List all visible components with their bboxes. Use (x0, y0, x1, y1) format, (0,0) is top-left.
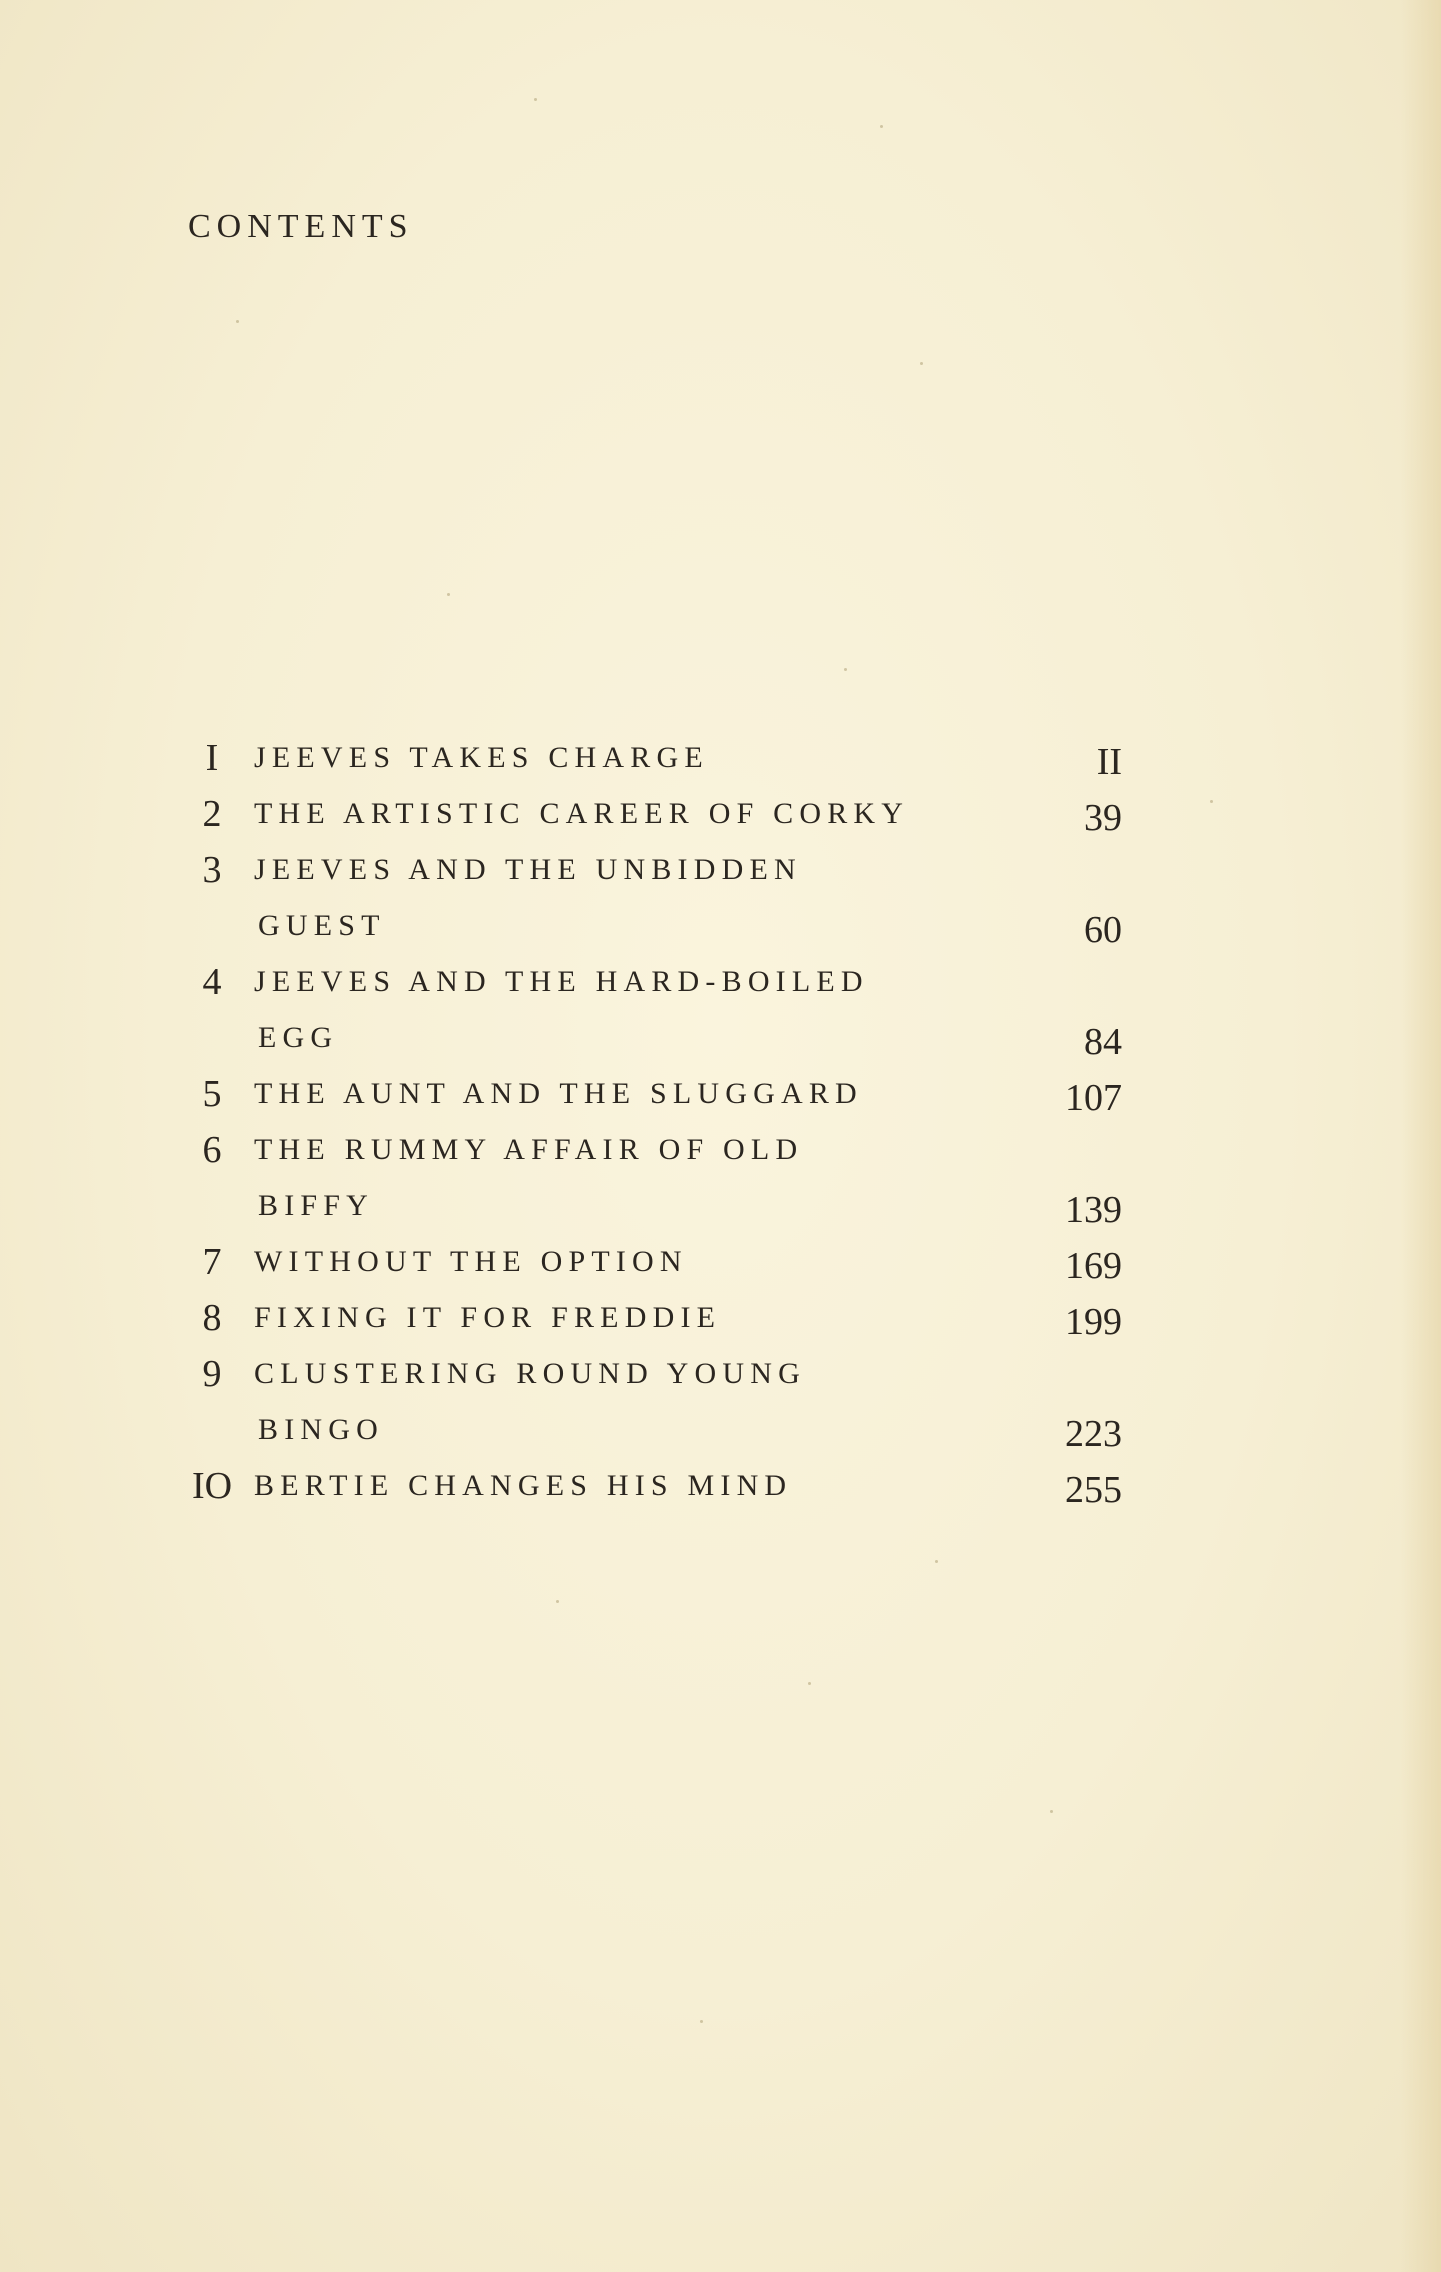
chapter-number: 3 (202, 849, 222, 891)
paper-speck (447, 593, 450, 596)
chapter-number: 8 (202, 1297, 222, 1339)
chapter-number: IO (191, 1465, 233, 1507)
chapter-title: JEEVES TAKES CHARGE (254, 741, 709, 774)
page-number: 84 (1084, 1021, 1122, 1063)
paper-speck (935, 1560, 938, 1563)
chapter-number: 2 (202, 793, 222, 835)
toc-entry (186, 1290, 1122, 1346)
toc-entry (186, 954, 1122, 1010)
chapter-title: BIFFY (258, 1189, 375, 1222)
chapter-title: JEEVES AND THE UNBIDDEN (254, 853, 802, 886)
paper-speck (236, 320, 239, 323)
toc-entry-continuation (186, 1010, 1122, 1066)
page-number: 139 (1065, 1189, 1122, 1231)
toc-entry (186, 1458, 1122, 1514)
toc-entry (186, 730, 1122, 786)
chapter-title: CLUSTERING ROUND YOUNG (254, 1357, 806, 1390)
page-edge-shadow (1401, 0, 1441, 2272)
page-number: 107 (1065, 1077, 1122, 1119)
chapter-number: 5 (202, 1073, 222, 1115)
chapter-number: 9 (202, 1353, 222, 1395)
chapter-title: JEEVES AND THE HARD-BOILED (254, 965, 869, 998)
page-title: CONTENTS (188, 208, 414, 245)
chapter-number: 4 (202, 961, 222, 1003)
toc-entry-continuation (186, 1402, 1122, 1458)
toc-entry-continuation (186, 898, 1122, 954)
chapter-number: I (205, 737, 219, 779)
paper-speck (556, 1600, 559, 1603)
chapter-title: THE AUNT AND THE SLUGGARD (254, 1077, 863, 1110)
page-number: 199 (1065, 1301, 1122, 1343)
toc-entry (186, 786, 1122, 842)
paper-speck (920, 362, 923, 365)
chapter-title: BINGO (258, 1413, 384, 1446)
toc-entry (186, 1234, 1122, 1290)
paper-speck (1050, 1810, 1053, 1813)
page-number: 223 (1065, 1413, 1122, 1455)
toc-entry-continuation (186, 1178, 1122, 1234)
page-number: 169 (1065, 1245, 1122, 1287)
chapter-title: EGG (258, 1021, 339, 1054)
chapter-title: THE RUMMY AFFAIR OF OLD (254, 1133, 804, 1166)
paper-speck (1210, 800, 1213, 803)
page-number: 255 (1065, 1469, 1122, 1511)
chapter-title: BERTIE CHANGES HIS MIND (254, 1469, 793, 1502)
paper-speck (808, 1682, 811, 1685)
chapter-title: FIXING IT FOR FREDDIE (254, 1301, 722, 1334)
toc-entry (186, 1066, 1122, 1122)
chapter-title: THE ARTISTIC CAREER OF CORKY (254, 797, 910, 830)
paper-speck (534, 98, 537, 101)
page-number: II (1096, 741, 1122, 783)
chapter-title: GUEST (258, 909, 386, 942)
page-number: 60 (1084, 909, 1122, 951)
page-number: 39 (1084, 797, 1122, 839)
table-of-contents (186, 730, 1122, 1514)
chapter-number: 7 (202, 1241, 222, 1283)
paper-speck (844, 668, 847, 671)
chapter-number: 6 (202, 1129, 222, 1171)
paper-speck (700, 2020, 703, 2023)
toc-entry (186, 842, 1122, 898)
toc-entry (186, 1122, 1122, 1178)
chapter-title: WITHOUT THE OPTION (254, 1245, 688, 1278)
paper-speck (880, 125, 883, 128)
toc-entry (186, 1346, 1122, 1402)
